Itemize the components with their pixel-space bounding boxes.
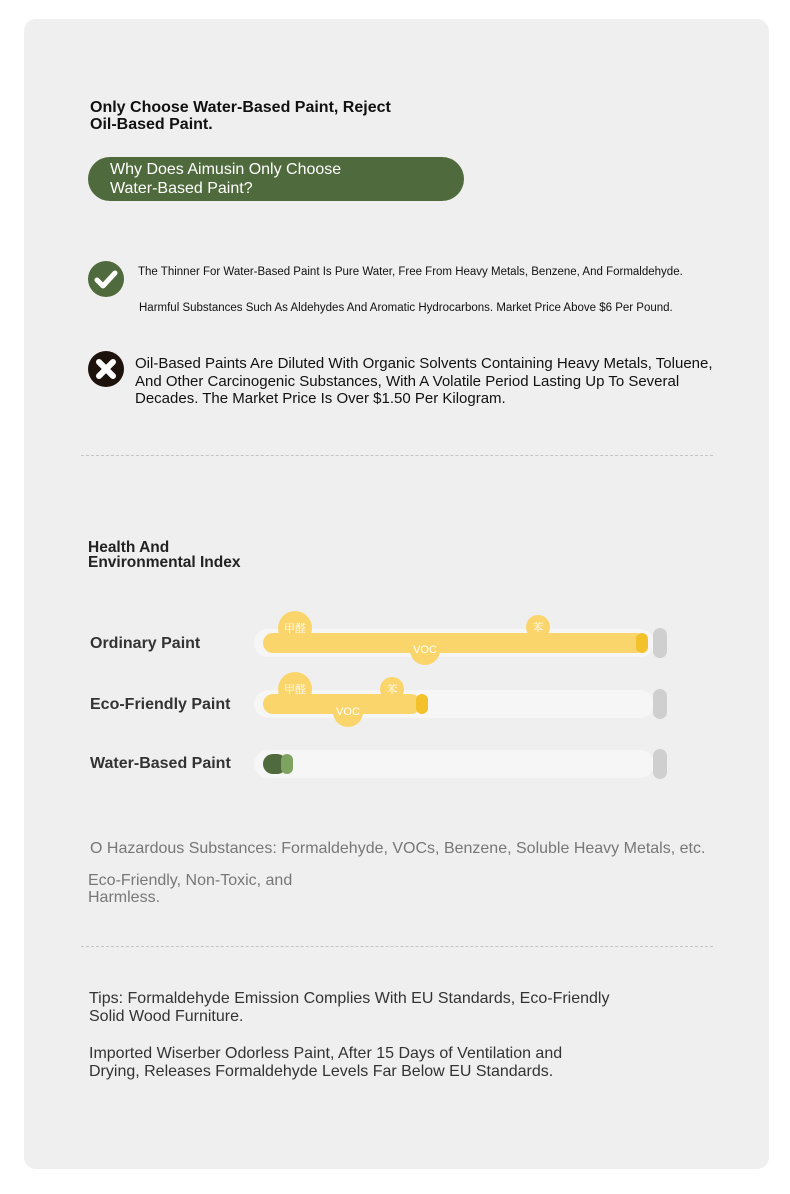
track-end-cap	[653, 749, 667, 779]
water-based-desc-line1: The Thinner For Water-Based Paint Is Pure Water, Free From Heavy Metals, Benzene, And Formaldehyde.	[138, 266, 683, 278]
row-label-ordinary: Ordinary Paint	[90, 635, 201, 652]
content-card	[24, 19, 769, 1169]
voc-bubble: VOC	[333, 697, 363, 727]
level-bar-end	[416, 694, 428, 714]
eco-legend: Eco-Friendly, Non-Toxic, and Harmless.	[88, 872, 293, 906]
level-bar-end	[281, 754, 293, 774]
level-bar-end	[636, 633, 648, 653]
formaldehyde-bubble: 甲醛	[278, 672, 312, 706]
benzene-bubble: 苯	[526, 615, 550, 639]
level-bar-ordinary	[263, 633, 646, 653]
oil-based-desc: Oil-Based Paints Are Diluted With Organic Solvents Containing Heavy Metals, Toluene, And Other Carcinogenic Substances, With A Volatile Period Lasting Up To Several Decades. The Market Price Is Over $1.50 Per Kilogram.	[135, 355, 713, 407]
formaldehyde-bubble: 甲醛	[278, 611, 312, 645]
tip-imported-paint: Imported Wiserber Odorless Paint, After 15 Days of Ventilation and Drying, Releases Formaldehyde Levels Far Below EU Standards.	[89, 1045, 563, 1080]
voc-bubble: VOC	[410, 635, 440, 665]
why-water-based-pill: Why Does Aimusin Only Choose Water-Based Paint?	[88, 157, 464, 201]
water-based-desc-line2: Harmful Substances Such As Aldehydes And Aromatic Hydrocarbons. Market Price Above $6 Per Pound.	[139, 302, 673, 314]
cross-icon	[88, 351, 124, 387]
index-heading: Health And Environmental Index	[88, 539, 241, 571]
track-end-cap	[653, 689, 667, 719]
row-label-eco: Eco-Friendly Paint	[90, 696, 231, 713]
track-end-cap	[653, 628, 667, 658]
hazard-legend: O Hazardous Substances: Formaldehyde, VOCs, Benzene, Soluble Heavy Metals, etc.	[90, 840, 706, 857]
benzene-bubble: 苯	[380, 677, 404, 701]
row-label-water: Water-Based Paint	[90, 755, 231, 772]
section-title: Only Choose Water-Based Paint, Reject Oil-Based Paint.	[90, 99, 391, 133]
divider	[81, 946, 713, 947]
divider	[81, 455, 713, 456]
checkmark-icon	[88, 261, 124, 297]
tip-formaldehyde: Tips: Formaldehyde Emission Complies With EU Standards, Eco-Friendly Solid Wood Furniture.	[89, 990, 610, 1025]
track-water	[254, 750, 654, 778]
